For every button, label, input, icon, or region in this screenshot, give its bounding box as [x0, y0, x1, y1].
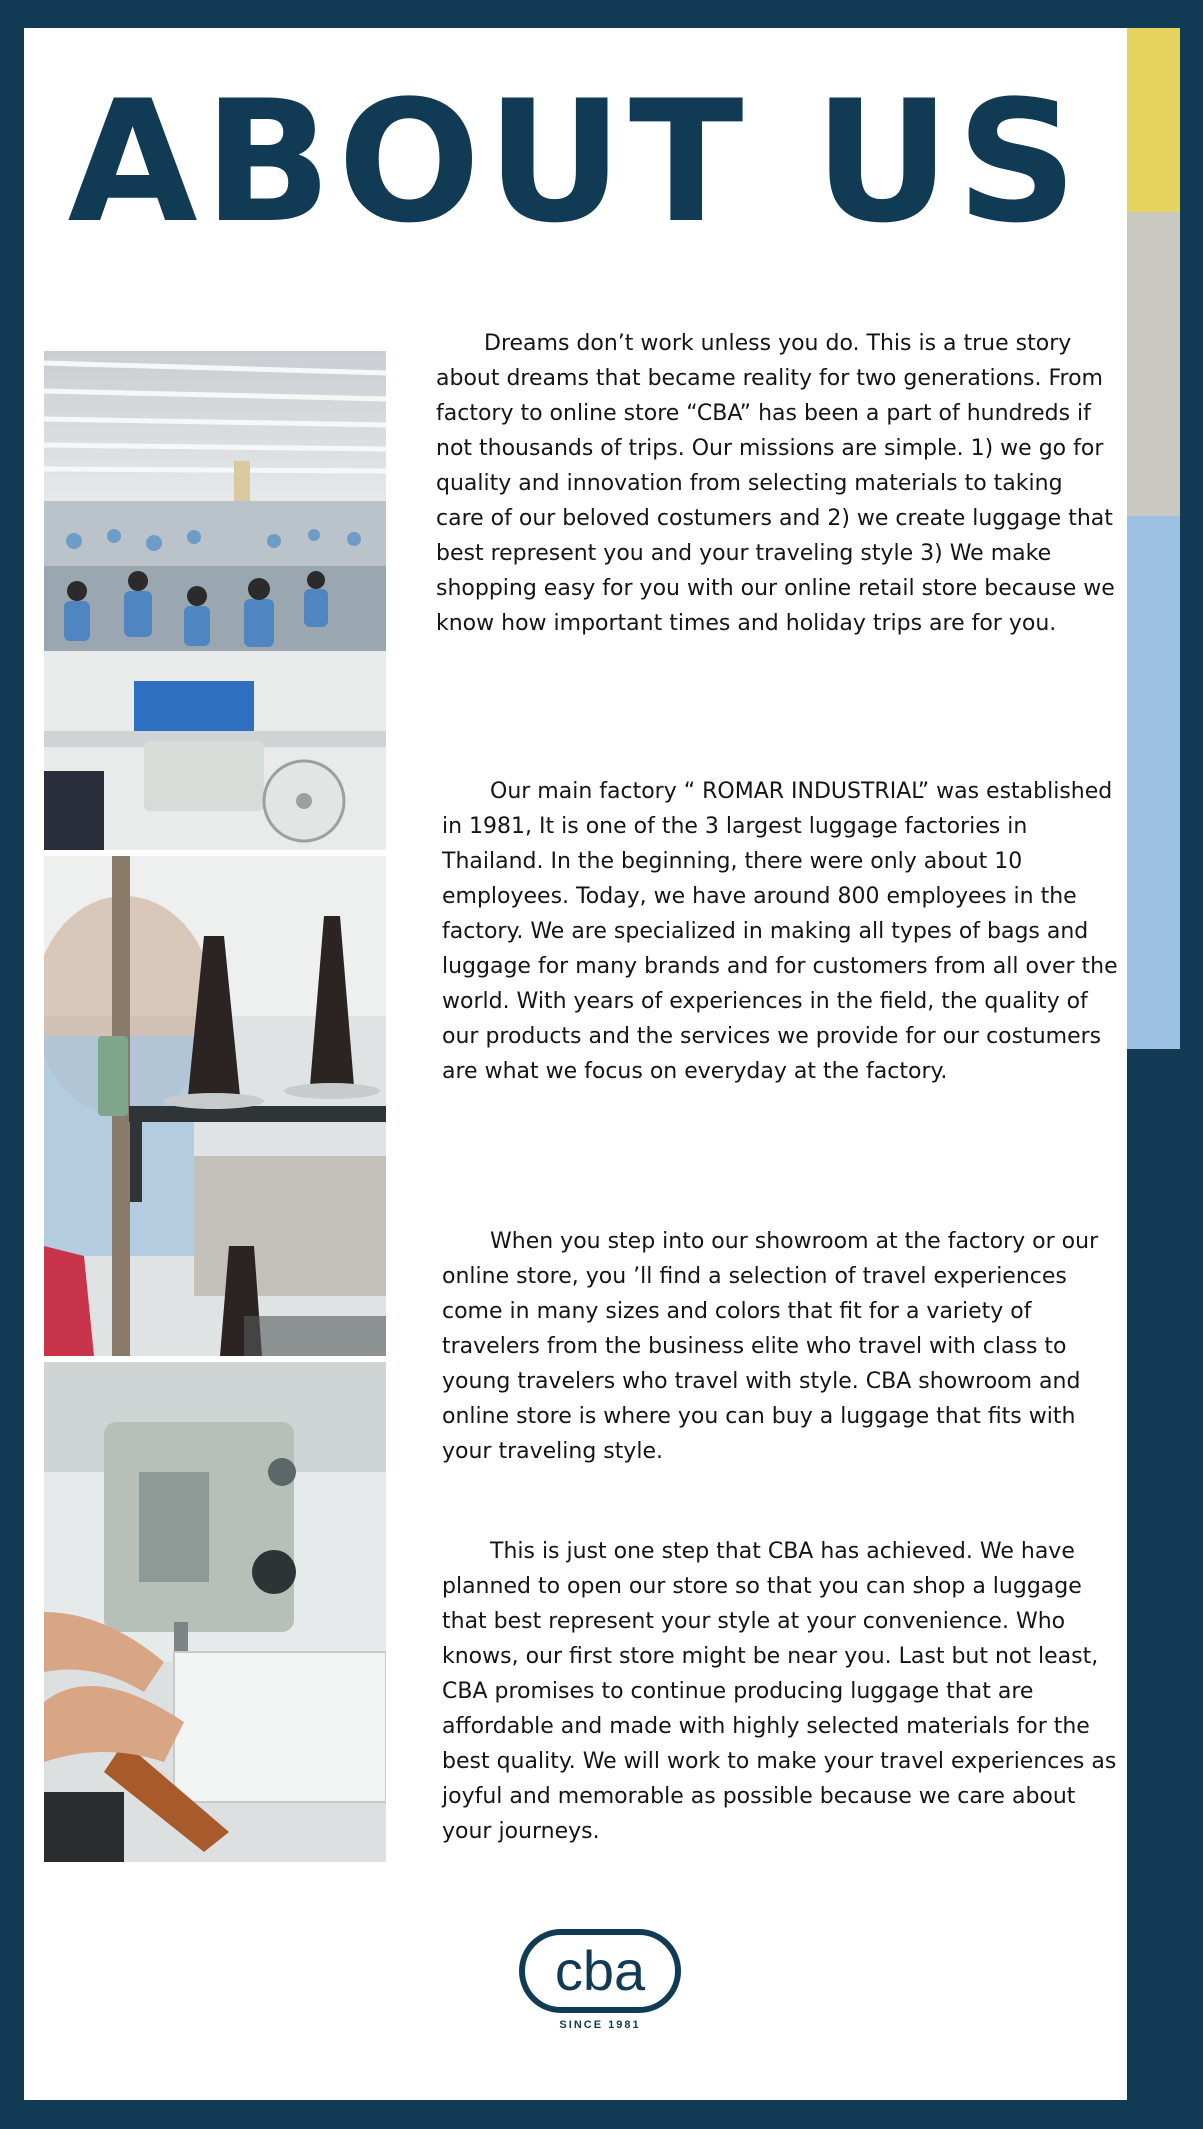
logo-tagline: SINCE 1981	[559, 2019, 641, 2031]
page-title: ABOUT US	[67, 64, 1084, 260]
thread-spools-photo	[44, 856, 386, 1356]
paragraph-mission: Dreams don’t work unless you do. This is a true story about dreams that became reality for two generations. From factory to online store “CBA” has been a part of hundreds if not thousands of trips. Our missions are simple. 1) we go for quality and innovation from selecting materials to taking care of our beloved costumers and 2) we create luggage that best represent you and your traveling style 3) We make shopping easy for you with our online retail store because we know how important times and holiday trips are for you.	[436, 331, 1115, 636]
paragraph-showroom: When you step into our showroom at the factory or our online store, you ’ll find a selection of travel experiences come in many sizes and colors that fit for a variety of travelers from the business elite who travel with class to young travelers who travel with style. CBA showroom and online store is where you can buy a luggage that fits with your traveling style.	[442, 1229, 1099, 1464]
paragraph-future: This is just one step that CBA has achieved. We have planned to open our store so that you can shop a luggage that best represent your style at your convenience. Who knows, our first store might be near you. Last but not least, CBA promises to continue producing luggage that are affordable and made with highly selected materials for the best quality. We will work to make your travel experiences as joyful and memorable as possible because we care about your journeys.	[442, 1539, 1117, 1844]
accent-stripe-blue	[1127, 516, 1180, 1049]
factory-floor-photo	[44, 351, 386, 850]
logo-wordmark: cba	[554, 1939, 646, 2002]
hands-sewing-photo	[44, 1362, 386, 1862]
accent-stripe-gray	[1127, 212, 1180, 516]
cba-logo	[518, 1928, 682, 2032]
paragraph-factory: Our main factory “ ROMAR INDUSTRIAL” was established in 1981, It is one of the 3 largest luggage factories in Thailand. In the beginning, there were only about 10 employees. Today, we have around 800 employees in the factory. We are specialized in making all types of bags and luggage for many brands and for customers from all over the world. With years of experiences in the field, the quality of our products and the services we provide for our costumers are what we focus on everyday at the factory.	[442, 779, 1118, 1084]
accent-stripe-yellow	[1127, 28, 1180, 212]
